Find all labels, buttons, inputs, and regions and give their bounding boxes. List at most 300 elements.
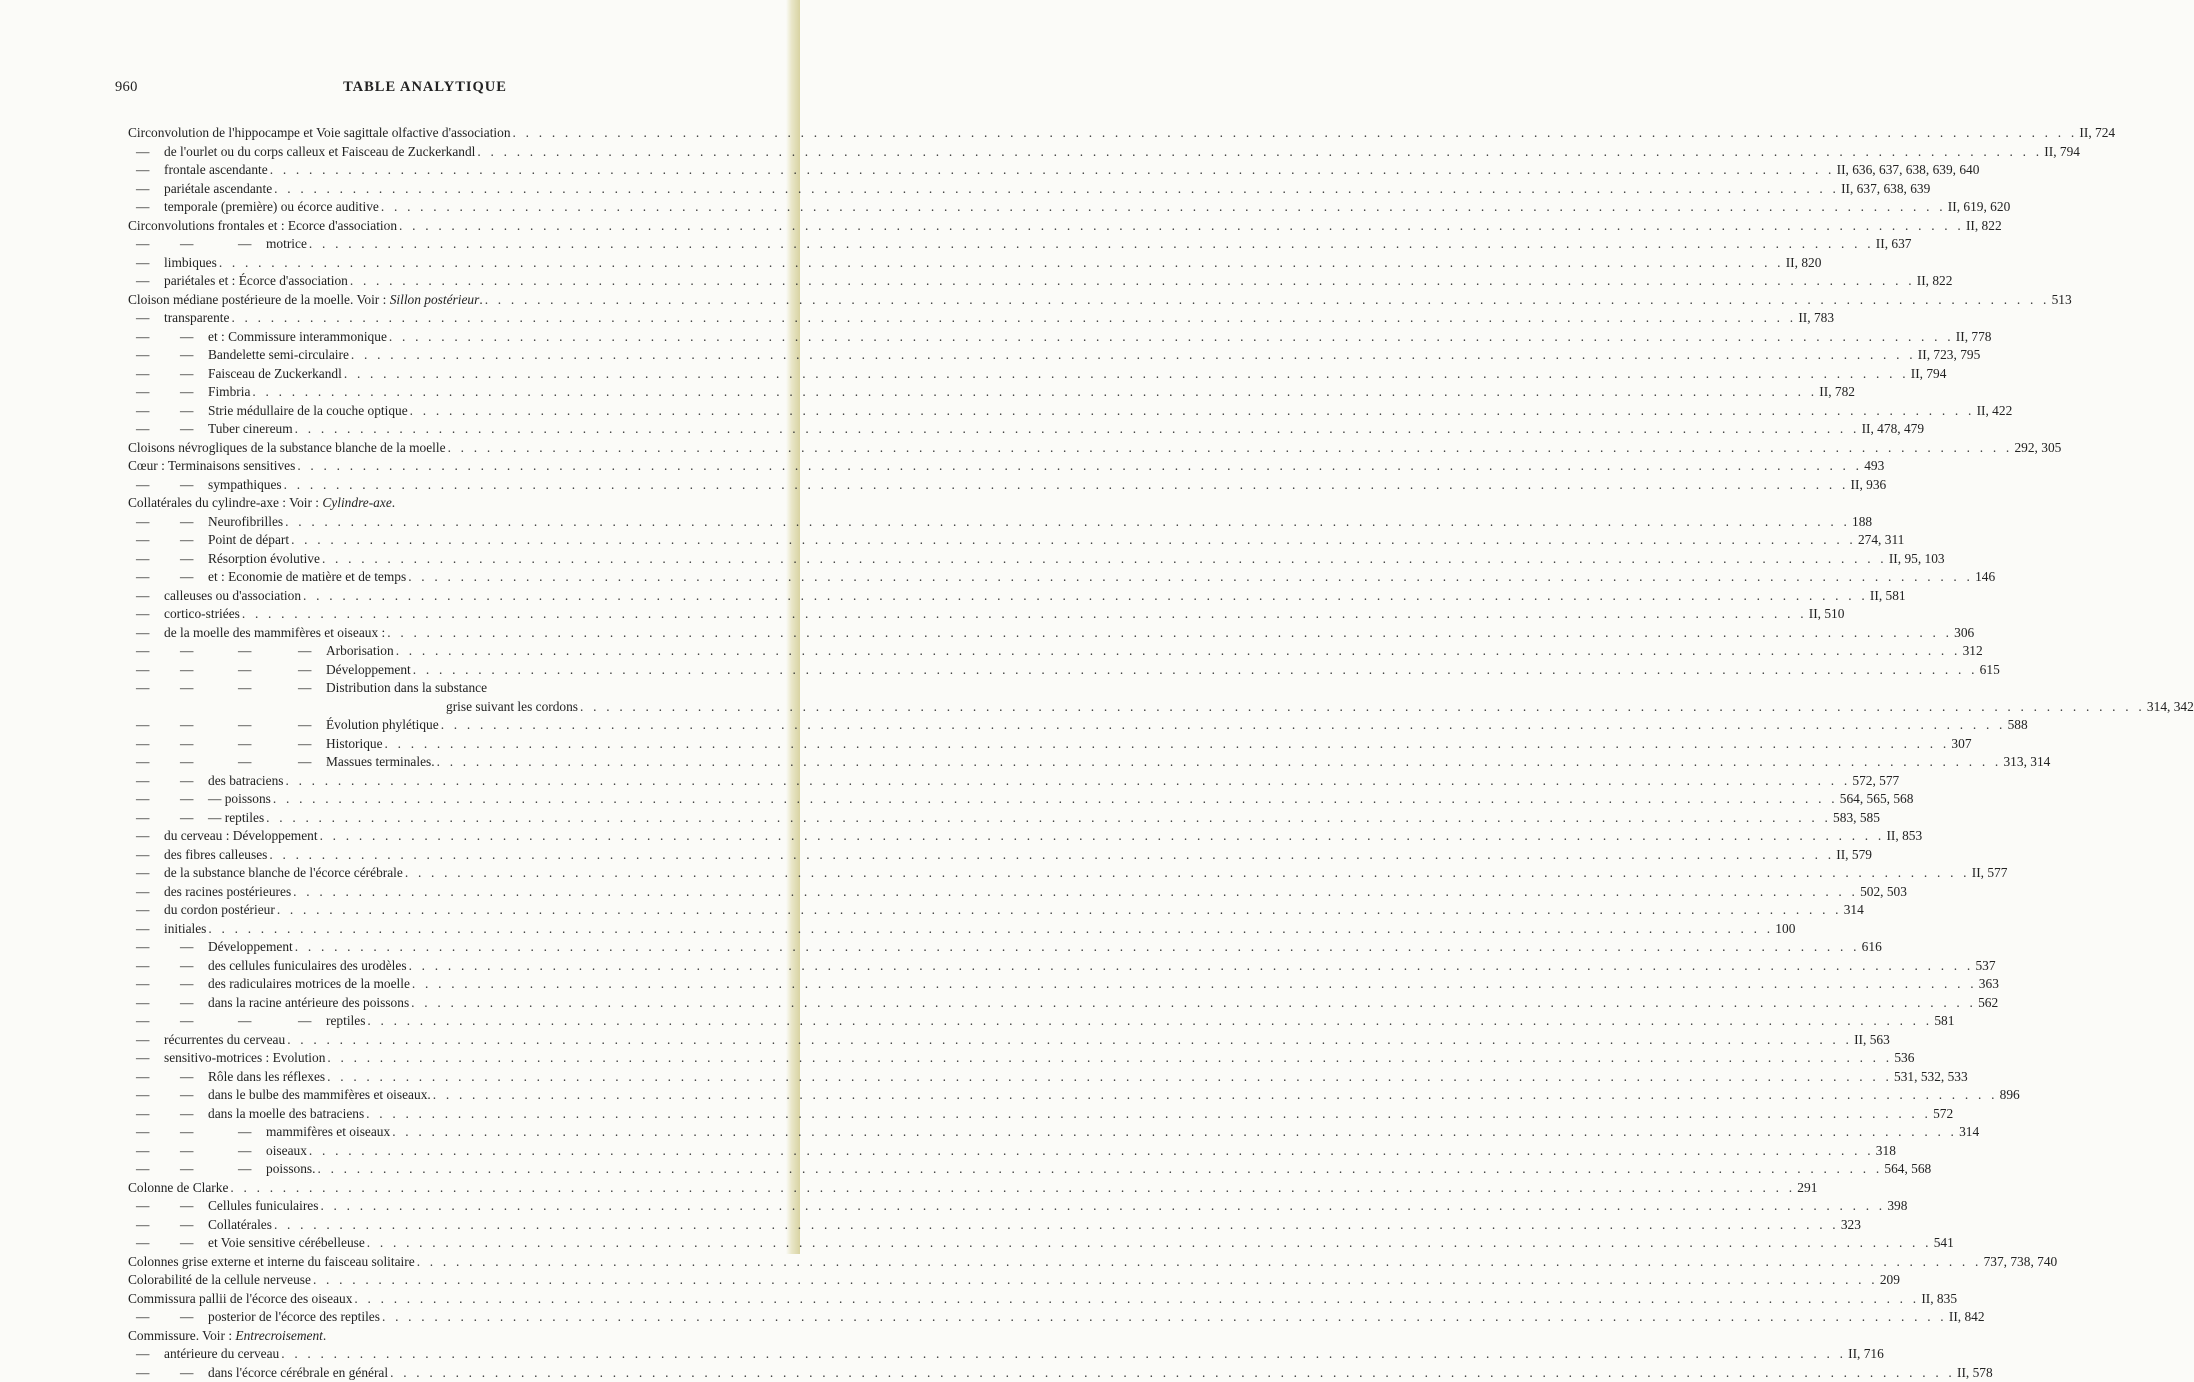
entry-text [164, 161, 740, 180]
page-reference: 562 [1978, 994, 1998, 1013]
entry-text [208, 1068, 740, 1087]
entry-label [208, 1086, 431, 1105]
ditto-dash: — [180, 661, 193, 680]
ditto-dash: — [238, 235, 251, 254]
index-entry [128, 994, 740, 1013]
ditto-dash: — [298, 753, 311, 772]
entry-label-text: Évolution phylétique [326, 717, 439, 732]
index-entry [128, 1031, 740, 1050]
ditto-dash: — [136, 272, 149, 291]
leader-dots: . . . . . . . . . . . . . . . . . . . . . . . . . . . . . . . . . . . . . . . . . . . . . . . . . . . . . . . . . . . . . . . . . . . . . . . . . . . . . . . . . . . . . . . . . . . . . . . . . . . . . . . . . . . . . . . . . . . . . . . . [208, 920, 1773, 939]
entry-label [208, 420, 293, 439]
ditto-dash: — [136, 809, 149, 828]
entry-label [128, 217, 397, 236]
entry-text [164, 1031, 740, 1050]
index-entry [128, 272, 740, 291]
leader-dots: . . . . . . . . . . . . . . . . . . . . . . . . . . . . . . . . . . . . . . . . . . . . . . . . . . . . . . . . . . . . . . . . . . . . . . . . . . . . . . . . . . . . . . . . . . . . . . . . . . . . . . . . . . . . . . . . . . . . . . . . [309, 235, 1874, 254]
page-reference: 209 [1880, 1271, 1900, 1290]
ditto-dash: — [136, 550, 149, 569]
index-entry [128, 790, 740, 809]
index-entry [128, 1345, 740, 1364]
index-entry [128, 735, 740, 754]
leader-dots: . . . . . . . . . . . . . . . . . . . . . . . . . . . . . . . . . . . . . . . . . . . . . . . . . . . . . . . . . . . . . . . . . . . . . . . . . . . . . . . . . . . . . . . . . . . . . . . . . . . . . . . . . . . . . . . . . . . . . . . . [295, 938, 1860, 957]
page-reference: 314 [1844, 901, 1864, 920]
page-reference: II, 820 [1786, 254, 1822, 273]
entry-label-text: du cordon postérieur [164, 902, 275, 917]
entry-text [208, 994, 740, 1013]
ditto-dash: — [136, 1308, 149, 1327]
ditto-dash: — [180, 1216, 193, 1235]
entry-label [266, 235, 307, 254]
entry-text [208, 476, 740, 495]
page-reference: 564, 565, 568 [1840, 790, 1914, 809]
entry-label [326, 735, 383, 754]
entry-label-text: — reptiles [208, 810, 264, 825]
entry-label [208, 550, 320, 569]
entry-label-text: Collatérales [208, 1217, 272, 1232]
entry-label-text: sympathiques [208, 477, 282, 492]
index-entry [128, 476, 740, 495]
entry-label [128, 1290, 352, 1309]
entry-label [208, 383, 250, 402]
ditto-dash: — [136, 1049, 149, 1068]
ditto-dash: — [136, 846, 149, 865]
page-reference: 531, 532, 533 [1894, 1068, 1968, 1087]
entry-text [266, 1123, 740, 1142]
ditto-dash: — [136, 476, 149, 495]
ditto-dash: — [180, 679, 193, 698]
leader-dots: . . . . . . . . . . . . . . . . . . . . . . . . . . . . . . . . . . . . . . . . . . . . . . . . . . . . . . . . . . . . . . . . . . . . . . . . . . . . . . . . . . . . . . . . . . . . . . . . . . . . . . . . . . . . . . . . . . . . . . . . [277, 901, 1842, 920]
index-entry [128, 975, 740, 994]
ditto-dash: — [180, 642, 193, 661]
leader-dots: . . . . . . . . . . . . . . . . . . . . . . . . . . . . . . . . . . . . . . . . . . . . . . . . . . . . . . . . . . . . . . . . . . . . . . . . . . . . . . . . . . . . . . . . . . . . . . . . . . . . . . . . . . . . . . . . . . . . . . . . [270, 161, 1835, 180]
page-reference: II, 581 [1870, 587, 1906, 606]
entry-label [164, 624, 385, 643]
ditto-dash: — [136, 309, 149, 328]
entry-text [326, 679, 740, 698]
ditto-dash: — [180, 1086, 193, 1105]
ditto-dash: — [136, 383, 149, 402]
entry-text [164, 180, 740, 199]
entry-label [208, 513, 283, 532]
ditto-dash: — [136, 568, 149, 587]
entry-text [208, 1105, 740, 1124]
entry-text [208, 790, 740, 809]
entry-label-text: Colonnes grise externe et interne du faisceau solitaire [128, 1254, 415, 1269]
ditto-dash: — [180, 402, 193, 421]
leader-dots: . . . . . . . . . . . . . . . . . . . . . . . . . . . . . . . . . . . . . . . . . . . . . . . . . . . . . . . . . . . . . . . . . . . . . . . . . . . . . . . . . . . . . . . . . . . . . . . . . . . . . . . . . . . . . . . . . . . . . . . . [410, 402, 1975, 421]
entry-text [208, 1234, 740, 1253]
entry-label-text: sensitivo-motrices : Evolution [164, 1050, 325, 1065]
entry-text [208, 365, 740, 384]
entry-see-reference: Cylindre-axe [322, 495, 391, 510]
entry-label [164, 309, 229, 328]
entry-label-text: Tuber cinereum [208, 421, 293, 436]
entry-see-reference: Entrecroisement [235, 1328, 323, 1343]
page-reference: 572, 577 [1852, 772, 1899, 791]
entry-label-suffix: . [392, 495, 395, 510]
page-reference: II, 579 [1836, 846, 1872, 865]
page-reference: II, 716 [1848, 1345, 1884, 1364]
ditto-dash: — [136, 642, 149, 661]
entry-label [326, 642, 394, 661]
leader-dots: . . . . . . . . . . . . . . . . . . . . . . . . . . . . . . . . . . . . . . . . . . . . . . . . . . . . . . . . . . . . . . . . . . . . . . . . . . . . . . . . . . . . . . . . . . . . . . . . . . . . . . . . . . . . . . . . . . . . . . . . [382, 1308, 1947, 1327]
page-reference: 146 [1975, 568, 1995, 587]
entry-text [208, 1197, 740, 1216]
leader-dots: . . . . . . . . . . . . . . . . . . . . . . . . . . . . . . . . . . . . . . . . . . . . . . . . . . . . . . . . . . . . . . . . . . . . . . . . . . . . . . . . . . . . . . . . . . . . . . . . . . . . . . . . . . . . . . . . . . . . . . . . [327, 1068, 1892, 1087]
ditto-dash: — [136, 1031, 149, 1050]
entry-label-text: transparente [164, 310, 229, 325]
ditto-dash: — [180, 383, 193, 402]
ditto-dash: — [180, 1197, 193, 1216]
entry-text [326, 1012, 740, 1031]
index-entry [128, 457, 740, 476]
page-reference: 581 [1934, 1012, 1954, 1031]
ditto-dash: — [136, 180, 149, 199]
entry-text [208, 346, 740, 365]
index-entry [128, 365, 740, 384]
page-reference: 493 [1864, 457, 1884, 476]
ditto-dash: — [238, 735, 251, 754]
entry-label [164, 272, 348, 291]
ditto-dash: — [136, 864, 149, 883]
page-reference: 513 [2052, 291, 2072, 310]
ditto-dash: — [298, 661, 311, 680]
page-reference: 314, 342 [2147, 698, 2194, 717]
index-entry [128, 402, 740, 421]
index-entry [128, 1327, 740, 1346]
entry-text [128, 291, 740, 310]
entry-text [128, 1179, 740, 1198]
index-entry [128, 439, 740, 458]
entry-label-text: de l'ourlet ou du corps calleux et Faisceau de Zuckerkandl [164, 144, 475, 159]
entry-label-text: récurrentes du cerveau [164, 1032, 285, 1047]
entry-label-text: Cloison médiane postérieure de la moelle. Voir : [128, 292, 390, 307]
entry-label [128, 1179, 228, 1198]
index-entry [128, 180, 740, 199]
entry-label-text: Résorption évolutive [208, 551, 320, 566]
entry-text [208, 975, 740, 994]
ditto-dash: — [180, 994, 193, 1013]
entry-label [208, 957, 407, 976]
ditto-dash: — [136, 716, 149, 735]
index-entry [128, 161, 740, 180]
entry-label-text: du cerveau : Développement [164, 828, 318, 843]
entry-text [164, 846, 740, 865]
ditto-dash: — [136, 920, 149, 939]
entry-label [326, 679, 487, 698]
index-entry [128, 679, 740, 698]
ditto-dash: — [136, 957, 149, 976]
ditto-dash: — [298, 735, 311, 754]
page-reference: 306 [1954, 624, 1974, 643]
entry-label-text: Bandelette semi-circulaire [208, 347, 349, 362]
entry-label-text: initiales [164, 921, 206, 936]
page-reference: II, 637 [1876, 235, 1912, 254]
ditto-dash: — [180, 1068, 193, 1087]
ditto-dash: — [180, 328, 193, 347]
leader-dots: . . . . . . . . . . . . . . . . . . . . . . . . . . . . . . . . . . . . . . . . . . . . . . . . . . . . . . . . . . . . . . . . . . . . . . . . . . . . . . . . . . . . . . . . . . . . . . . . . . . . . . . . . . . . . . . . . . . . . . . . [441, 716, 2006, 735]
page-reference: II, 578 [1957, 1364, 1993, 1382]
index-entry [128, 827, 740, 846]
page-reference: II, 936 [1851, 476, 1887, 495]
ditto-dash: — [238, 661, 251, 680]
entry-text [208, 1086, 740, 1105]
entry-label [208, 1068, 325, 1087]
entry-label [164, 920, 206, 939]
index-entry [128, 1160, 740, 1179]
entry-label-text: Commissura pallii de l'écorce des oiseaux [128, 1291, 352, 1306]
page-reference: II, 783 [1798, 309, 1834, 328]
entry-text [164, 198, 740, 217]
entry-label [208, 790, 271, 809]
index-entry [128, 217, 740, 236]
page-reference: II, 723, 795 [1918, 346, 1980, 365]
index-entry [128, 291, 740, 310]
ditto-dash: — [136, 143, 149, 162]
page-reference: II, 778 [1956, 328, 1992, 347]
entry-label-text: pariétale ascendante [164, 181, 272, 196]
entry-label [164, 864, 403, 883]
entry-see-reference: Sillon postérieur [390, 292, 480, 307]
ditto-dash: — [180, 790, 193, 809]
leader-dots: . . . . . . . . . . . . . . . . . . . . . . . . . . . . . . . . . . . . . . . . . . . . . . . . . . . . . . . . . . . . . . . . . . . . . . . . . . . . . . . . . . . . . . . . . . . . . . . . . . . . . . . . . . . . . . . . . . . . . . . . [320, 1197, 1885, 1216]
index-entry [128, 1271, 740, 1290]
entry-label-text: Cellules funiculaires [208, 1198, 318, 1213]
leader-dots: . . . . . . . . . . . . . . . . . . . . . . . . . . . . . . . . . . . . . . . . . . . . . . . . . . . . . . . . . . . . . . . . . . . . . . . . . . . . . . . . . . . . . . . . . . . . . . . . . . . . . . . . . . . . . . . . . . . . . . . . [274, 180, 1839, 199]
entry-label [326, 1012, 365, 1031]
ditto-dash: — [136, 753, 149, 772]
entry-text [326, 735, 740, 754]
ditto-dash: — [136, 1086, 149, 1105]
index-entry [128, 550, 740, 569]
ditto-dash: — [136, 346, 149, 365]
index-entry [128, 1049, 740, 1068]
index-entry [128, 568, 740, 587]
ditto-dash: — [136, 1123, 149, 1142]
page-reference: 536 [1894, 1049, 1914, 1068]
entry-label [128, 1253, 415, 1272]
index-entry [128, 420, 740, 439]
entry-label [128, 124, 511, 143]
leader-dots: . . . . . . . . . . . . . . . . . . . . . . . . . . . . . . . . . . . . . . . . . . . . . . . . . . . . . . . . . . . . . . . . . . . . . . . . . . . . . . . . . . . . . . . . . . . . . . . . . . . . . . . . . . . . . . . . . . . . . . . . [513, 124, 2078, 143]
page-reference: 541 [1934, 1234, 1954, 1253]
ditto-dash: — [136, 328, 149, 347]
ditto-dash: — [180, 716, 193, 735]
entry-label [208, 1105, 364, 1124]
entry-label-text: des radiculaires motrices de la moelle [208, 976, 410, 991]
page-reference: 564, 568 [1884, 1160, 1931, 1179]
entry-text [208, 513, 740, 532]
entry-text [128, 439, 740, 458]
entry-text [326, 716, 740, 735]
leader-dots: . . . . . . . . . . . . . . . . . . . . . . . . . . . . . . . . . . . . . . . . . . . . . . . . . . . . . . . . . . . . . . . . . . . . . . . . . . . . . . . . . . . . . . . . . . . . . . . . . . . . . . . . . . . . . . . . . . . . . . . . [485, 291, 2050, 310]
entry-label [128, 291, 483, 310]
entry-label [208, 365, 342, 384]
leader-dots: . . . . . . . . . . . . . . . . . . . . . . . . . . . . . . . . . . . . . . . . . . . . . . . . . . . . . . . . . . . . . . . . . . . . . . . . . . . . . . . . . . . . . . . . . . . . . . . . . . . . . . . . . . . . . . . . . . . . . . . . [477, 143, 2042, 162]
entry-label-text: mammifères et oiseaux [266, 1124, 390, 1139]
entry-label-text: grise suivant les cordons [446, 699, 578, 714]
entry-label [208, 402, 408, 421]
page-reference: 291 [1797, 1179, 1817, 1198]
entry-text [208, 420, 740, 439]
ditto-dash: — [136, 1142, 149, 1161]
page-reference: 307 [1951, 735, 1971, 754]
ditto-dash: — [136, 901, 149, 920]
entry-text [208, 550, 740, 569]
entry-label-text: Strie médullaire de la couche optique [208, 403, 408, 418]
entry-label-text: dans la moelle des batraciens [208, 1106, 364, 1121]
entry-label-text: oiseaux [266, 1143, 307, 1158]
page-reference: II, 636, 637, 638, 639, 640 [1837, 161, 1980, 180]
entry-label-text: Cloisons névrogliques de la substance blanche de la moelle [128, 440, 446, 455]
leader-dots: . . . . . . . . . . . . . . . . . . . . . . . . . . . . . . . . . . . . . . . . . . . . . . . . . . . . . . . . . . . . . . . . . . . . . . . . . . . . . . . . . . . . . . . . . . . . . . . . . . . . . . . . . . . . . . . . . . . . . . . . [293, 883, 1858, 902]
ditto-dash: — [136, 513, 149, 532]
entry-label [208, 346, 349, 365]
index-entry [128, 1197, 740, 1216]
page-reference: 398 [1887, 1197, 1907, 1216]
index-entry [128, 383, 740, 402]
leader-dots: . . . . . . . . . . . . . . . . . . . . . . . . . . . . . . . . . . . . . . . . . . . . . . . . . . . . . . . . . . . . . . . . . . . . . . . . . . . . . . . . . . . . . . . . . . . . . . . . . . . . . . . . . . . . . . . . . . . . . . . . [344, 365, 1909, 384]
entry-label-text: des racines postérieures [164, 884, 291, 899]
leader-dots: . . . . . . . . . . . . . . . . . . . . . . . . . . . . . . . . . . . . . . . . . . . . . . . . . . . . . . . . . . . . . . . . . . . . . . . . . . . . . . . . . . . . . . . . . . . . . . . . . . . . . . . . . . . . . . . . . . . . . . . . [413, 661, 1978, 680]
entry-text [208, 957, 740, 976]
entry-label [164, 161, 268, 180]
ditto-dash: — [136, 365, 149, 384]
entry-label [208, 531, 289, 550]
index-entry [128, 1142, 740, 1161]
entry-label-text: et : Economie de matière et de temps [208, 569, 406, 584]
index-entry [128, 753, 740, 772]
page-reference: 737, 738, 740 [1984, 1253, 2058, 1272]
ditto-dash: — [136, 1012, 149, 1031]
ditto-dash: — [180, 938, 193, 957]
index-entry [128, 901, 740, 920]
leader-dots: . . . . . . . . . . . . . . . . . . . . . . . . . . . . . . . . . . . . . . . . . . . . . . . . . . . . . . . . . . . . . . . . . . . . . . . . . . . . . . . . . . . . . . . . . . . . . . . . . . . . . . . . . . . . . . . . . . . . . . . . [381, 198, 1946, 217]
ditto-dash: — [136, 531, 149, 550]
entry-label-text: Circonvolution de l'hippocampe et Voie sagittale olfactive d'association [128, 125, 511, 140]
index-entry [128, 1123, 740, 1142]
index-entry [128, 716, 740, 735]
entry-label-text: Colonne de Clarke [128, 1180, 228, 1195]
entry-label-suffix: . [479, 292, 482, 307]
index-entry [128, 235, 740, 254]
ditto-dash: — [136, 938, 149, 957]
leader-dots: . . . . . . . . . . . . . . . . . . . . . . . . . . . . . . . . . . . . . . . . . . . . . . . . . . . . . . . . . . . . . . . . . . . . . . . . . . . . . . . . . . . . . . . . . . . . . . . . . . . . . . . . . . . . . . . . . . . . . . . . [285, 772, 1850, 791]
page-reference: 323 [1841, 1216, 1861, 1235]
page-reference: II, 853 [1886, 827, 1922, 846]
leader-dots: . . . . . . . . . . . . . . . . . . . . . . . . . . . . . . . . . . . . . . . . . . . . . . . . . . . . . . . . . . . . . . . . . . . . . . . . . . . . . . . . . . . . . . . . . . . . . . . . . . . . . . . . . . . . . . . . . . . . . . . . [399, 217, 1964, 236]
entry-label [164, 198, 379, 217]
leader-dots: . . . . . . . . . . . . . . . . . . . . . . . . . . . . . . . . . . . . . . . . . . . . . . . . . . . . . . . . . . . . . . . . . . . . . . . . . . . . . . . . . . . . . . . . . . . . . . . . . . . . . . . . . . . . . . . . . . . . . . . . [390, 1364, 1955, 1382]
leader-dots: . . . . . . . . . . . . . . . . . . . . . . . . . . . . . . . . . . . . . . . . . . . . . . . . . . . . . . . . . . . . . . . . . . . . . . . . . . . . . . . . . . . . . . . . . . . . . . . . . . . . . . . . . . . . . . . . . . . . . . . . [252, 383, 1817, 402]
leader-dots: . . . . . . . . . . . . . . . . . . . . . . . . . . . . . . . . . . . . . . . . . . . . . . . . . . . . . . . . . . . . . . . . . . . . . . . . . . . . . . . . . . . . . . . . . . . . . . . . . . . . . . . . . . . . . . . . . . . . . . . . [327, 1049, 1892, 1068]
page-reference: 188 [1852, 513, 1872, 532]
page-reference: II, 782 [1819, 383, 1855, 402]
ditto-dash: — [298, 642, 311, 661]
page-reference: 312 [1963, 642, 1983, 661]
entry-label [164, 846, 267, 865]
ditto-dash: — [136, 1105, 149, 1124]
index-entries [128, 124, 740, 1382]
page-reference: II, 563 [1854, 1031, 1890, 1050]
entry-label [164, 883, 291, 902]
entry-label [326, 716, 439, 735]
entry-label [164, 143, 475, 162]
entry-label-text: des batraciens [208, 773, 283, 788]
entry-label-text: Collatérales du cylindre-axe : Voir : [128, 495, 322, 510]
entry-text [326, 661, 740, 680]
page-reference: II, 95, 103 [1889, 550, 1945, 569]
entry-label-text: et Voie sensitive cérébelleuse [208, 1235, 365, 1250]
page-reference: 318 [1876, 1142, 1896, 1161]
index-entry [128, 624, 740, 643]
entry-label-text: des fibres calleuses [164, 847, 267, 862]
entry-label [128, 439, 446, 458]
entry-label-text: Massues terminales. [326, 754, 435, 769]
leader-dots: . . . . . . . . . . . . . . . . . . . . . . . . . . . . . . . . . . . . . . . . . . . . . . . . . . . . . . . . . . . . . . . . . . . . . . . . . . . . . . . . . . . . . . . . . . . . . . . . . . . . . . . . . . . . . . . . . . . . . . . . [269, 846, 1834, 865]
entry-label [208, 568, 406, 587]
page-reference: II, 619, 620 [1948, 198, 2010, 217]
page-reference: 502, 503 [1860, 883, 1907, 902]
entry-label-text: cortico-striées [164, 606, 240, 621]
entry-label-text: motrice [266, 236, 307, 251]
page-reference: 292, 305 [2014, 439, 2061, 458]
entry-label-text: pariétales et : Écorce d'association [164, 273, 348, 288]
ditto-dash: — [180, 235, 193, 254]
leader-dots: . . . . . . . . . . . . . . . . . . . . . . . . . . . . . . . . . . . . . . . . . . . . . . . . . . . . . . . . . . . . . . . . . . . . . . . . . . . . . . . . . . . . . . . . . . . . . . . . . . . . . . . . . . . . . . . . . . . . . . . . [313, 1271, 1878, 1290]
entry-text [164, 624, 740, 643]
index-entry [128, 1086, 740, 1105]
entry-text [164, 272, 740, 291]
page-reference: 363 [1979, 975, 1999, 994]
index-entry [128, 1253, 740, 1272]
index-entry [128, 864, 740, 883]
entry-label [164, 254, 217, 273]
ditto-dash: — [180, 975, 193, 994]
ditto-dash: — [136, 605, 149, 624]
index-entry [128, 513, 740, 532]
entry-text [164, 864, 740, 883]
page-reference: 615 [1980, 661, 2000, 680]
ditto-dash: — [136, 1345, 149, 1364]
index-entry [128, 772, 740, 791]
index-entry [128, 605, 740, 624]
ditto-dash: — [136, 161, 149, 180]
index-entry [128, 198, 740, 217]
entry-label-text: Faisceau de Zuckerkandl [208, 366, 342, 381]
entry-label [164, 1031, 285, 1050]
entry-label-text: poissons. [266, 1161, 315, 1176]
entry-label [208, 1216, 272, 1235]
entry-text [164, 605, 740, 624]
page-reference: 572 [1933, 1105, 1953, 1124]
page-reference: 537 [1975, 957, 1995, 976]
entry-text [128, 1290, 740, 1309]
entry-label-text: Cœur : Terminaisons sensitives [128, 458, 295, 473]
page-reference: 313, 314 [2003, 753, 2050, 772]
entry-label-text: Neurofibrilles [208, 514, 283, 529]
leader-dots: . . . . . . . . . . . . . . . . . . . . . . . . . . . . . . . . . . . . . . . . . . . . . . . . . . . . . . . . . . . . . . . . . . . . . . . . . . . . . . . . . . . . . . . . . . . . . . . . . . . . . . . . . . . . . . . . . . . . . . . . [448, 439, 2013, 458]
entry-label-text: Point de départ [208, 532, 289, 547]
entry-text [128, 1253, 740, 1272]
leader-dots: . . . . . . . . . . . . . . . . . . . . . . . . . . . . . . . . . . . . . . . . . . . . . . . . . . . . . . . . . . . . . . . . . . . . . . . . . . . . . . . . . . . . . . . . . . . . . . . . . . . . . . . . . . . . . . . . . . . . . . . . [396, 642, 1961, 661]
ditto-dash: — [180, 1142, 193, 1161]
page-reference: II, 822 [1966, 217, 2002, 236]
entry-label [208, 1308, 380, 1327]
entry-label [208, 975, 410, 994]
leader-dots: . . . . . . . . . . . . . . . . . . . . . . . . . . . . . . . . . . . . . . . . . . . . . . . . . . . . . . . . . . . . . . . . . . . . . . . . . . . . . . . . . . . . . . . . . . . . . . . . . . . . . . . . . . . . . . . . . . . . . . . . [351, 346, 1916, 365]
